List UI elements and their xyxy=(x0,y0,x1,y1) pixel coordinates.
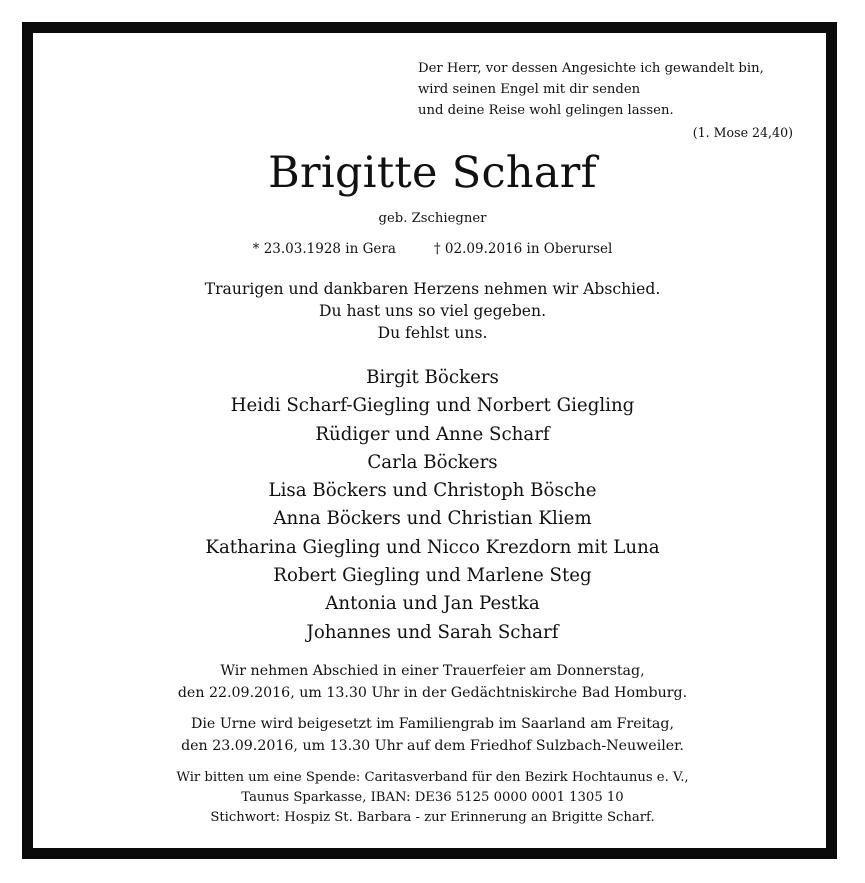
service-info xyxy=(0,660,865,704)
mourner-entry: Heidi Scharf-Giegling und Norbert Giegling xyxy=(230,395,635,417)
sentiment-line: Traurigen und dankbaren Herzens nehmen wir Abschied. xyxy=(204,280,661,298)
donation-line: Stichwort: Hospiz St. Barbara - zur Erinnerung an Brigitte Scharf. xyxy=(210,810,655,825)
mourner-entry: Carla Böckers xyxy=(367,451,498,473)
mourner-entry: Robert Giegling und Marlene Steg xyxy=(273,565,592,587)
bible-verse xyxy=(418,58,808,121)
mourner-entry: Lisa Böckers und Christoph Bösche xyxy=(268,480,597,502)
birth-name: geb. Zschiegner xyxy=(378,211,487,226)
donation-line: Taunus Sparkasse, IBAN: DE36 5125 0000 0001 1305 10 xyxy=(241,790,624,805)
deceased-name: Brigitte Scharf xyxy=(268,148,597,198)
sentiment-text xyxy=(0,278,865,344)
donation-info xyxy=(0,768,865,828)
donation-line: Wir bitten um eine Spende: Caritasverband für den Bezirk Hochtaunus e. V., xyxy=(176,770,689,785)
mourner-entry: Katharina Giegling und Nicco Krezdorn mit Luna xyxy=(205,536,660,558)
death-date: † 02.09.2016 in Oberursel xyxy=(433,241,613,257)
mourner-entry: Birgit Böckers xyxy=(366,367,499,388)
burial-line: den 23.09.2016, um 13.30 Uhr auf dem Friedhof Sulzbach-Neuweiler. xyxy=(181,738,684,754)
sentiment-line: Du fehlst uns. xyxy=(377,324,488,342)
mourner-entry: Anna Böckers und Christian Kliem xyxy=(273,508,592,530)
burial-line: Die Urne wird beigesetzt im Familiengrab im Saarland am Freitag, xyxy=(191,716,674,732)
mourner-entry: Johannes und Sarah Scharf xyxy=(306,621,559,643)
sentiment-line: Du hast uns so viel gegeben. xyxy=(318,302,547,320)
mourner-entry: Rüdiger und Anne Scharf xyxy=(315,423,550,445)
life-dates xyxy=(0,241,865,257)
verse-line: Der Herr, vor dessen Angesichte ich gewandelt bin, xyxy=(418,61,764,76)
mourners-list xyxy=(0,364,865,647)
burial-info xyxy=(0,713,865,757)
verse-reference: (1. Mose 24,40) xyxy=(692,125,793,140)
verse-line: und deine Reise wohl gelingen lassen. xyxy=(418,103,674,118)
verse-line: wird seinen Engel mit dir senden xyxy=(418,82,641,97)
service-line: Wir nehmen Abschied in einer Trauerfeier am Donnerstag, xyxy=(220,663,645,679)
mourner-entry: Antonia und Jan Pestka xyxy=(325,593,540,615)
birth-date: * 23.03.1928 in Gera xyxy=(252,241,396,257)
service-line: den 22.09.2016, um 13.30 Uhr in der Gedächtniskirche Bad Homburg. xyxy=(177,685,688,701)
